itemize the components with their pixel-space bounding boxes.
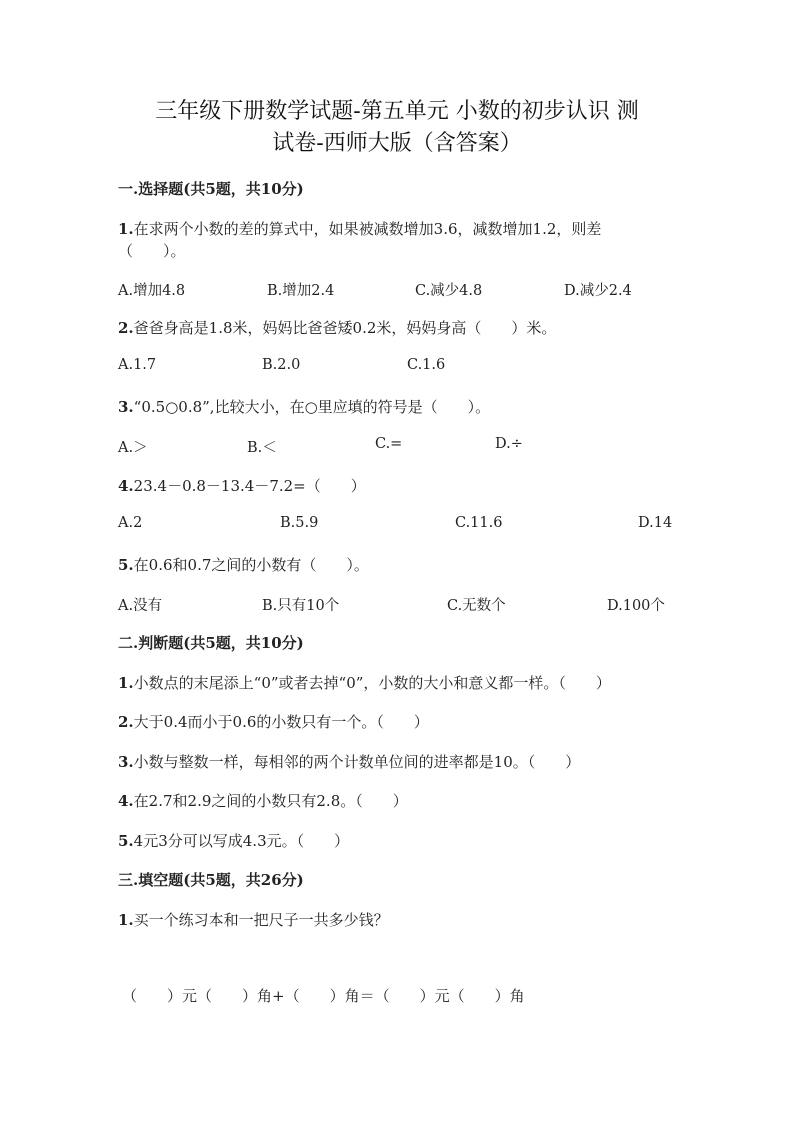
- fill-blank-line: （ ）元（ ）角+（ ）角＝（ ）元（ ）角: [122, 987, 525, 1005]
- option-a: A.没有: [118, 598, 163, 614]
- judge-item-2: [118, 711, 429, 732]
- section-2-heading: 二.判断题(共5题，共10分): [118, 634, 304, 652]
- question-number: 5.: [118, 556, 134, 574]
- question-text: 在求两个小数的差的算式中，如果被减数增加3.6，减数增加1.2，则差: [133, 220, 602, 238]
- question-text: 23.4－0.8－13.4－7.2=（ ）: [133, 477, 366, 495]
- question-number: 2.: [118, 713, 134, 731]
- question-text: 4元3分可以写成4.3元。（ ）: [133, 832, 350, 850]
- option-c: C.1.6: [407, 357, 446, 373]
- section-1-heading: 一.选择题(共5题，共10分): [118, 180, 304, 198]
- question-number: 1.: [118, 674, 134, 692]
- option-b: B.＜: [247, 440, 277, 456]
- judge-item-3: [118, 751, 580, 772]
- question-1-5: [118, 554, 369, 575]
- fill-question-1: [118, 909, 389, 930]
- question-number: 4.: [118, 792, 134, 810]
- question-text: 在2.7和2.9之间的小数只有2.8。（ ）: [133, 792, 408, 810]
- question-1-1: [118, 218, 601, 239]
- title-line-1: 三年级下册数学试题-第五单元 小数的初步认识 测: [155, 99, 639, 124]
- option-a: A.2: [118, 515, 143, 531]
- question-text: 买一个练习本和一把尺子一共多少钱？: [133, 911, 389, 929]
- option-c: C.=: [375, 436, 403, 452]
- option-c: C.无数个: [447, 598, 506, 614]
- question-text: 爸爸身高是1.8米，妈妈比爸爸矮0.2米，妈妈身高（ ）米。: [133, 319, 557, 337]
- question-number: 5.: [118, 832, 134, 850]
- question-text: 小数点的末尾添上“0”或者去掉“0”，小数的大小和意义都一样。（ ）: [133, 674, 611, 692]
- question-number: 3.: [118, 398, 134, 416]
- question-number: 2.: [118, 319, 134, 337]
- question-text: “0.5○0.8”,比较大小，在○里应填的符号是（ ）。: [133, 398, 491, 416]
- option-d: D.14: [638, 515, 673, 531]
- question-text: 小数与整数一样，每相邻的两个计数单位间的进率都是10。（ ）: [133, 753, 581, 771]
- option-d: D.100个: [607, 598, 665, 614]
- question-1-2: [118, 317, 556, 338]
- option-d: D.÷: [495, 436, 523, 452]
- question-1-4: [118, 475, 366, 496]
- question-1-1-blank: （ ）。: [118, 242, 186, 260]
- option-a: A.增加4.8: [118, 283, 186, 299]
- option-b: B.5.9: [280, 515, 319, 531]
- option-a: A.1.7: [118, 357, 157, 373]
- question-number: 4.: [118, 477, 134, 495]
- option-b: B.增加2.4: [267, 283, 335, 299]
- question-text: 大于0.4而小于0.6的小数只有一个。（ ）: [133, 713, 429, 731]
- page-title: [100, 96, 694, 160]
- judge-item-1: [118, 672, 611, 693]
- option-a: A.＞: [118, 440, 148, 456]
- question-number: 1.: [118, 911, 134, 929]
- question-number: 1.: [118, 220, 134, 238]
- option-d: D.减少2.4: [564, 283, 632, 299]
- option-b: B.2.0: [262, 357, 301, 373]
- option-b: B.只有10个: [262, 598, 340, 614]
- question-number: 3.: [118, 753, 134, 771]
- question-1-3: [118, 396, 490, 417]
- judge-item-4: [118, 790, 408, 811]
- option-c: C.减少4.8: [415, 283, 483, 299]
- option-c: C.11.6: [455, 515, 503, 531]
- judge-item-5: [118, 830, 349, 851]
- section-3-heading: 三.填空题(共5题，共26分): [118, 871, 304, 889]
- question-text: 在0.6和0.7之间的小数有（ ）。: [133, 556, 369, 574]
- title-line-2: 试卷-西师大版（含答案）: [272, 131, 522, 156]
